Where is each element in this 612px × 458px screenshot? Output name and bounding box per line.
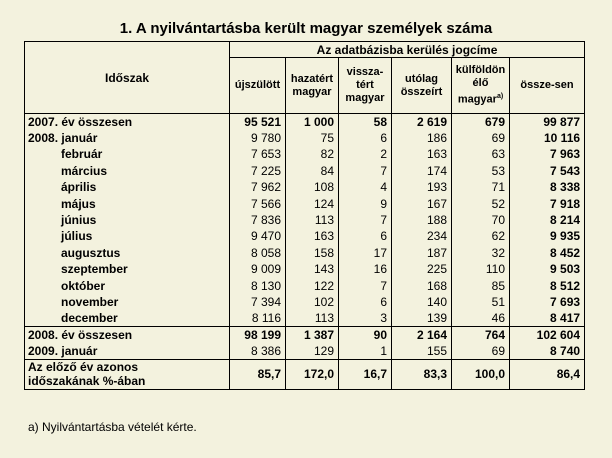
footnote: a) Nyilvántartásba vételét kérte. bbox=[28, 420, 197, 434]
table-cell: 124 bbox=[286, 195, 339, 211]
table-cell: 155 bbox=[392, 343, 452, 359]
table-cell: 7 bbox=[339, 277, 392, 293]
table-cell: 102 bbox=[286, 294, 339, 310]
table-cell: 139 bbox=[392, 310, 452, 326]
table-cell: 7 543 bbox=[510, 163, 585, 179]
table-cell: 10 116 bbox=[510, 130, 585, 146]
header-col-abroad: külföldön élő magyar$^{a)}$ bbox=[452, 58, 510, 114]
table-cell: 100,0 bbox=[452, 359, 510, 389]
table-cell: 17 bbox=[339, 245, 392, 261]
table-cell: 8 740 bbox=[510, 343, 585, 359]
table-cell: 51 bbox=[452, 294, 510, 310]
table-cell: 85 bbox=[452, 277, 510, 293]
table-cell: 62 bbox=[452, 228, 510, 244]
table-row bbox=[25, 212, 585, 228]
table-cell: 4 bbox=[339, 179, 392, 195]
table-cell: 7 963 bbox=[510, 146, 585, 162]
table-cell: 70 bbox=[452, 212, 510, 228]
table-cell: 63 bbox=[452, 146, 510, 162]
table-row bbox=[25, 114, 585, 130]
header-col-registered-later: utólag összeírt bbox=[392, 58, 452, 114]
header-col-newborn: újszülött bbox=[230, 58, 286, 114]
table-cell: 9 bbox=[339, 195, 392, 211]
data-table bbox=[24, 41, 585, 390]
table-cell: 8 512 bbox=[510, 277, 585, 293]
table-cell: 46 bbox=[452, 310, 510, 326]
table-cell: 52 bbox=[452, 195, 510, 211]
table-cell: 143 bbox=[286, 261, 339, 277]
table-cell: 188 bbox=[392, 212, 452, 228]
row-label: március bbox=[25, 163, 230, 179]
table-cell: 99 877 bbox=[510, 114, 585, 130]
header-group: Az adatbázisba kerülés jogcíme bbox=[230, 42, 585, 58]
table-cell: 2 619 bbox=[392, 114, 452, 130]
table-cell: 9 935 bbox=[510, 228, 585, 244]
row-label: 2009. január bbox=[25, 343, 230, 359]
table-cell: 7 566 bbox=[230, 195, 286, 211]
table-cell: 71 bbox=[452, 179, 510, 195]
row-label: Az előző év azonos időszakának %-ában bbox=[25, 359, 230, 389]
table-cell: 3 bbox=[339, 310, 392, 326]
table-row bbox=[25, 294, 585, 310]
table-row bbox=[25, 343, 585, 359]
table-cell: 58 bbox=[339, 114, 392, 130]
table-cell: 7 836 bbox=[230, 212, 286, 228]
table-cell: 1 387 bbox=[286, 327, 339, 343]
table-cell: 7 962 bbox=[230, 179, 286, 195]
row-label: április bbox=[25, 179, 230, 195]
table-row bbox=[25, 327, 585, 343]
table-cell: 140 bbox=[392, 294, 452, 310]
table-cell: 163 bbox=[392, 146, 452, 162]
row-label: 2008. év összesen bbox=[25, 327, 230, 343]
table-row bbox=[25, 195, 585, 211]
table-cell: 108 bbox=[286, 179, 339, 195]
footnote-marker: a) bbox=[496, 93, 504, 101]
table-row bbox=[25, 130, 585, 146]
table-cell: 8 130 bbox=[230, 277, 286, 293]
row-label: május bbox=[25, 195, 230, 211]
table-cell: 53 bbox=[452, 163, 510, 179]
table-cell: 225 bbox=[392, 261, 452, 277]
table-cell: 7 394 bbox=[230, 294, 286, 310]
table-cell: 122 bbox=[286, 277, 339, 293]
row-label: december bbox=[25, 310, 230, 326]
row-label: szeptember bbox=[25, 261, 230, 277]
table-row bbox=[25, 163, 585, 179]
table-cell: 95 521 bbox=[230, 114, 286, 130]
row-label: 2008. január bbox=[25, 130, 230, 146]
table-cell: 6 bbox=[339, 228, 392, 244]
table-cell: 1 bbox=[339, 343, 392, 359]
header-col-returned-hungarian: hazatért magyar bbox=[286, 58, 339, 114]
table-cell: 167 bbox=[392, 195, 452, 211]
table-cell: 16 bbox=[339, 261, 392, 277]
row-label: 2007. év összesen bbox=[25, 114, 230, 130]
table-cell: 9 780 bbox=[230, 130, 286, 146]
table-cell: 7 bbox=[339, 163, 392, 179]
table-cell: 6 bbox=[339, 294, 392, 310]
table-cell: 7 693 bbox=[510, 294, 585, 310]
table-cell: 168 bbox=[392, 277, 452, 293]
table-cell: 158 bbox=[286, 245, 339, 261]
table-cell: 187 bbox=[392, 245, 452, 261]
table-cell: 82 bbox=[286, 146, 339, 162]
table-cell: 8 214 bbox=[510, 212, 585, 228]
table-cell: 32 bbox=[452, 245, 510, 261]
table-cell: 163 bbox=[286, 228, 339, 244]
table-cell: 172,0 bbox=[286, 359, 339, 389]
table-row bbox=[25, 179, 585, 195]
table-cell: 6 bbox=[339, 130, 392, 146]
table-cell: 7 653 bbox=[230, 146, 286, 162]
table-title: 1. A nyilvántartásba került magyar személyek száma bbox=[119, 20, 493, 37]
table-cell: 113 bbox=[286, 310, 339, 326]
table-cell: 2 164 bbox=[392, 327, 452, 343]
table-cell: 8 058 bbox=[230, 245, 286, 261]
table-cell: 679 bbox=[452, 114, 510, 130]
row-label: február bbox=[25, 146, 230, 162]
table-row bbox=[25, 261, 585, 277]
table-cell: 8 417 bbox=[510, 310, 585, 326]
table-cell: 7 bbox=[339, 212, 392, 228]
row-label: augusztus bbox=[25, 245, 230, 261]
table-row bbox=[25, 277, 585, 293]
table-cell: 86,4 bbox=[510, 359, 585, 389]
table-row bbox=[25, 245, 585, 261]
row-label: október bbox=[25, 277, 230, 293]
table-row bbox=[25, 146, 585, 162]
table-cell: 2 bbox=[339, 146, 392, 162]
table-cell: 110 bbox=[452, 261, 510, 277]
header-col-returned: vissza- tért magyar bbox=[339, 58, 392, 114]
table-cell: 8 452 bbox=[510, 245, 585, 261]
table-cell: 129 bbox=[286, 343, 339, 359]
table-row bbox=[25, 228, 585, 244]
table-cell: 1 000 bbox=[286, 114, 339, 130]
table-row-percent bbox=[25, 359, 585, 389]
table-cell: 75 bbox=[286, 130, 339, 146]
table-cell: 174 bbox=[392, 163, 452, 179]
table-cell: 8 116 bbox=[230, 310, 286, 326]
row-label: június bbox=[25, 212, 230, 228]
table-cell: 84 bbox=[286, 163, 339, 179]
table-cell: 16,7 bbox=[339, 359, 392, 389]
header-row-1 bbox=[25, 42, 585, 58]
table-cell: 113 bbox=[286, 212, 339, 228]
table-row bbox=[25, 310, 585, 326]
table-cell: 764 bbox=[452, 327, 510, 343]
table-cell: 9 470 bbox=[230, 228, 286, 244]
header-col-total: össze-sen bbox=[510, 58, 585, 114]
table-body bbox=[25, 114, 585, 390]
row-label: július bbox=[25, 228, 230, 244]
table-cell: 69 bbox=[452, 130, 510, 146]
table-cell: 90 bbox=[339, 327, 392, 343]
table-cell: 193 bbox=[392, 179, 452, 195]
table-cell: 9 503 bbox=[510, 261, 585, 277]
table-cell: 9 009 bbox=[230, 261, 286, 277]
table-cell: 7 918 bbox=[510, 195, 585, 211]
table-cell: 234 bbox=[392, 228, 452, 244]
row-label: november bbox=[25, 294, 230, 310]
table-cell: 85,7 bbox=[230, 359, 286, 389]
table-cell: 98 199 bbox=[230, 327, 286, 343]
table-cell: 186 bbox=[392, 130, 452, 146]
table-cell: 83,3 bbox=[392, 359, 452, 389]
table-cell: 7 225 bbox=[230, 163, 286, 179]
table-cell: 8 386 bbox=[230, 343, 286, 359]
header-period: Időszak bbox=[25, 42, 230, 114]
table-cell: 8 338 bbox=[510, 179, 585, 195]
table-cell: 69 bbox=[452, 343, 510, 359]
table-cell: 102 604 bbox=[510, 327, 585, 343]
